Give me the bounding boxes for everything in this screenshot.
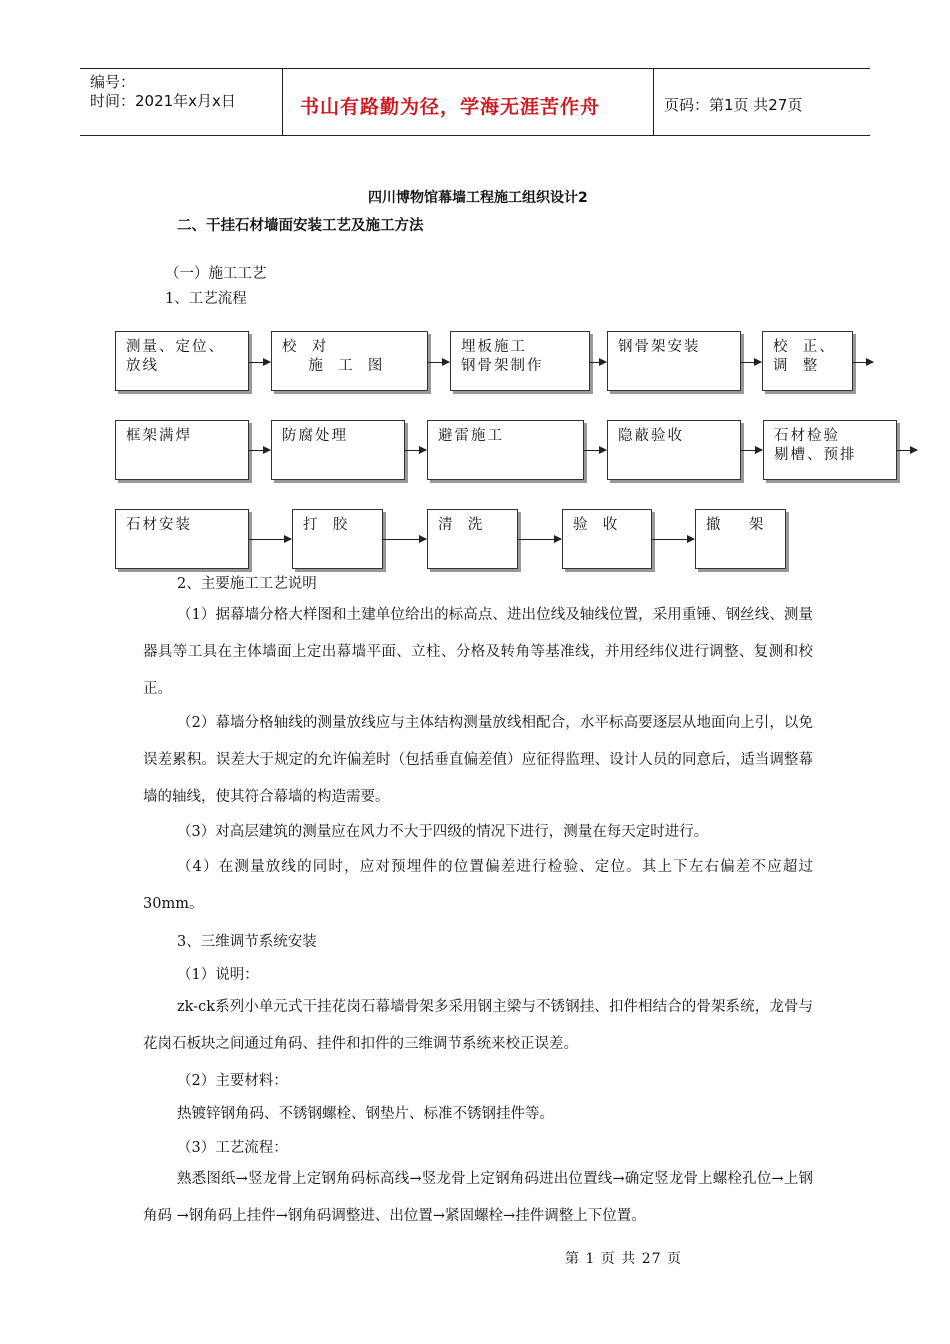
- paragraph-4: （4）在测量放线的同时，应对预埋件的位置偏差进行检验、定位。其上下左右偏差不应超过30mm。: [143, 859, 813, 912]
- flow-arrow: [518, 539, 561, 540]
- flow-box-clean: 清 洗: [427, 509, 518, 569]
- flow-box-embed-plate: 埋板施工 钢骨架制作: [450, 331, 590, 391]
- paragraph-3: （3）对高层建筑的测量应在风力不大于四级的情况下进行，测量在每天定时进行。: [177, 824, 709, 840]
- header-motto: 书山有路勤为径，学海无涯苦作舟: [300, 96, 601, 118]
- flow-arrow: [249, 362, 270, 363]
- flow-arrow: [383, 539, 426, 540]
- flow-arrow: [584, 450, 606, 451]
- flow-box-lightning: 避雷施工: [427, 420, 584, 480]
- flow-arrow: [741, 450, 762, 451]
- header-number: 编号：: [90, 73, 136, 91]
- flow-box-stone-install: 石材安装: [115, 509, 249, 569]
- flow-box-anticorrosion: 防腐处理: [271, 420, 405, 480]
- flow-box-acceptance: 验 收: [562, 509, 652, 569]
- paragraph-1: （1）据幕墙分格大样图和土建单位给出的标高点、进出位线及轴线位置，采用重锤、钢丝线、测量器具等工具在主体墙面上定出幕墙平面、立柱、分格及转角等基准线，并用经纬仪进行调整、复测和校正。: [143, 607, 813, 697]
- item-3-sub1: （1）说明：: [177, 967, 259, 983]
- flow-arrow: [249, 450, 270, 451]
- item-3-description: zk-ck系列小单元式干挂花岗石幕墙骨架多采用钢主梁与不锈钢挂、扣件相结合的骨架系统，龙骨与花岗石板块之间通过角码、挂件和扣件的三维调节系统来校正误差。: [143, 999, 813, 1052]
- document-title: 四川博物馆幕墙工程施工组织设计2: [368, 190, 588, 206]
- item-3-materials: 热镀锌钢角码、不锈钢螺栓、钢垫片、标准不锈钢挂件等。: [177, 1106, 554, 1122]
- item-3-sub2: （2）主要材料：: [177, 1073, 288, 1089]
- flow-box-frame-weld: 框架满焊: [115, 420, 249, 480]
- item-3-sub3: （3）工艺流程：: [177, 1140, 288, 1156]
- header-divider-right: [653, 68, 654, 136]
- header-top-border: [80, 68, 870, 69]
- flow-arrow: [428, 362, 449, 363]
- header-page-number: 页码：第1页 共27页: [664, 96, 803, 114]
- subsection-heading: （一）施工工艺: [165, 266, 267, 282]
- paragraph-2: （2）幕墙分格轴线的测量放线应与主体结构测量放线相配合，水平标高要逐层从地面向上引，以免误差累积。误差大于规定的允许偏差时（包括垂直偏差值）应征得监理、设计人员的同意后，适当调整幕墙的轴线，使其符合幕墙的构造需要。: [143, 715, 813, 805]
- flow-arrow: [741, 362, 761, 363]
- flow-arrow: [590, 362, 606, 363]
- flow-arrow: [249, 539, 291, 540]
- flow-arrow: [897, 450, 917, 451]
- flow-arrow: [652, 539, 694, 540]
- item-1-heading: 1、工艺流程: [165, 291, 247, 307]
- flow-arrow: [405, 450, 426, 451]
- item-3-flow: 熟悉图纸→竖龙骨上定钢角码标高线→竖龙骨上定钢角码进出位置线→确定竖龙骨上螺栓孔位→上钢角码 →钢角码上挂件→钢角码调整进、出位置→紧固螺栓→挂件调整上下位置。: [143, 1171, 813, 1224]
- flow-box-stone-check: 石材检验 剔槽、预排: [763, 420, 897, 480]
- header-date: 时间：2021年x月x日: [90, 92, 236, 110]
- flow-box-measure: 测量、定位、 放线: [115, 331, 249, 391]
- flow-box-concealed-inspection: 隐蔽验收: [607, 420, 741, 480]
- flow-arrow: [853, 362, 873, 363]
- page-footer: 第 1 页 共 27 页: [565, 1251, 682, 1267]
- item-2-heading: 2、主要施工工艺说明: [177, 576, 317, 592]
- flow-box-remove-scaffold: 撤 架: [695, 509, 786, 569]
- flow-box-frame-install: 钢骨架安装: [607, 331, 741, 391]
- header-bottom-border: [80, 135, 870, 136]
- flow-box-correct-adjust: 校 正、 调 整: [762, 331, 853, 391]
- header-divider-left: [282, 68, 283, 136]
- section-title: 二、干挂石材墙面安装工艺及施工方法: [177, 218, 424, 234]
- flow-box-verify-drawing: 校 对 施 工 图: [271, 331, 428, 391]
- item-3-heading: 3、三维调节系统安装: [177, 934, 317, 950]
- flow-box-glue: 打 胶: [292, 509, 383, 569]
